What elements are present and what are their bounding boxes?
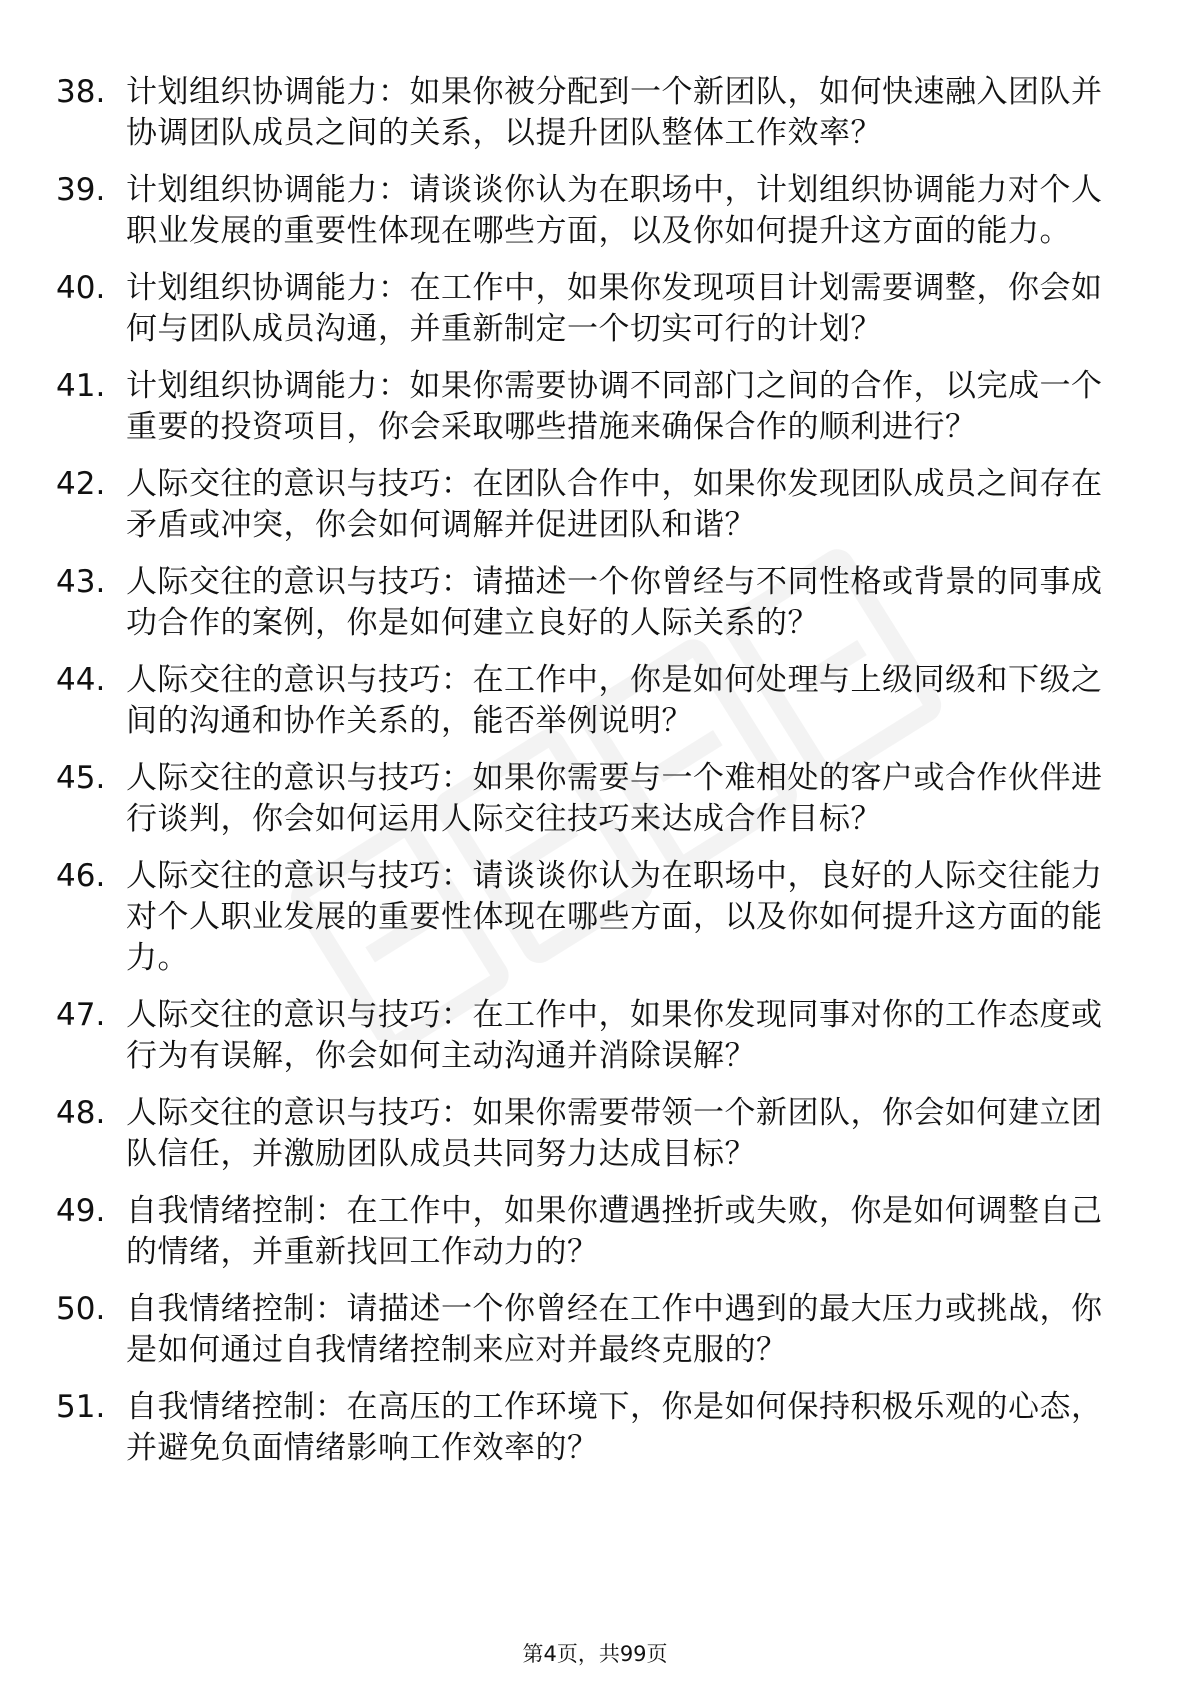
question-text: 自我情绪控制：请描述一个你曾经在工作中遇到的最大压力或挑战，你是如何通过自我情绪控制来应对并最终克服的？ (126, 1291, 1103, 1368)
question-item (56, 562, 1106, 644)
question-item (56, 758, 1106, 840)
question-text: 人际交往的意识与技巧：如果你需要带领一个新团队，你会如何建立团队信任，并激励团队成员共同努力达成目标？ (126, 1095, 1103, 1172)
question-text: 计划组织协调能力：如果你需要协调不同部门之间的合作，以完成一个重要的投资项目，你会采取哪些措施来确保合作的顺利进行？ (126, 368, 1103, 445)
question-text: 计划组织协调能力：如果你被分配到一个新团队，如何快速融入团队并协调团队成员之间的关系，以提升团队整体工作效率？ (126, 74, 1103, 151)
question-number: 42. (56, 466, 106, 502)
question-number: 40. (56, 270, 106, 306)
question-item (56, 366, 1106, 448)
page-number-footer: 第4页，共99页 (522, 1642, 668, 1666)
question-item (56, 1289, 1106, 1371)
question-text: 自我情绪控制：在高压的工作环境下，你是如何保持积极乐观的心态，并避免负面情绪影响工作效率的？ (126, 1389, 1103, 1466)
question-text: 自我情绪控制：在工作中，如果你遭遇挫折或失败，你是如何调整自己的情绪，并重新找回工作动力的？ (126, 1193, 1103, 1270)
question-text: 人际交往的意识与技巧：如果你需要与一个难相处的客户或合作伙伴进行谈判，你会如何运用人际交往技巧来达成合作目标？ (126, 760, 1103, 837)
question-item (56, 170, 1106, 252)
question-number: 47. (56, 997, 106, 1033)
question-text: 人际交往的意识与技巧：请描述一个你曾经与不同性格或背景的同事成功合作的案例，你是如何建立良好的人际关系的？ (126, 564, 1103, 641)
question-item (56, 268, 1106, 350)
question-text: 人际交往的意识与技巧：在团队合作中，如果你发现团队成员之间存在矛盾或冲突，你会如何调解并促进团队和谐？ (126, 466, 1103, 543)
question-item (56, 1191, 1106, 1273)
question-text: 人际交往的意识与技巧：请谈谈你认为在职场中，良好的人际交往能力对个人职业发展的重要性体现在哪些方面，以及你如何提升这方面的能力。 (126, 858, 1103, 976)
question-item (56, 856, 1106, 979)
question-item (56, 1093, 1106, 1175)
question-number: 38. (56, 74, 106, 110)
question-number: 46. (56, 858, 106, 894)
question-number: 50. (56, 1291, 106, 1327)
question-number: 48. (56, 1095, 106, 1131)
question-item (56, 995, 1106, 1077)
question-number: 51. (56, 1389, 106, 1425)
question-item (56, 464, 1106, 546)
question-number: 41. (56, 368, 106, 404)
question-text: 计划组织协调能力：请谈谈你认为在职场中，计划组织协调能力对个人职业发展的重要性体现在哪些方面，以及你如何提升这方面的能力。 (126, 172, 1103, 249)
question-item (56, 72, 1106, 154)
question-text: 人际交往的意识与技巧：在工作中，你是如何处理与上级同级和下级之间的沟通和协作关系的，能否举例说明？ (126, 662, 1103, 739)
question-number: 43. (56, 564, 106, 600)
question-number: 45. (56, 760, 106, 796)
question-number: 44. (56, 662, 106, 698)
question-text: 人际交往的意识与技巧：在工作中，如果你发现同事对你的工作态度或行为有误解，你会如何主动沟通并消除误解？ (126, 997, 1103, 1074)
question-item (56, 1387, 1106, 1469)
question-number: 39. (56, 172, 106, 208)
question-list (56, 72, 1106, 1485)
question-text: 计划组织协调能力：在工作中，如果你发现项目计划需要调整，你会如何与团队成员沟通，并重新制定一个切实可行的计划？ (126, 270, 1103, 347)
question-number: 49. (56, 1193, 106, 1229)
question-item (56, 660, 1106, 742)
